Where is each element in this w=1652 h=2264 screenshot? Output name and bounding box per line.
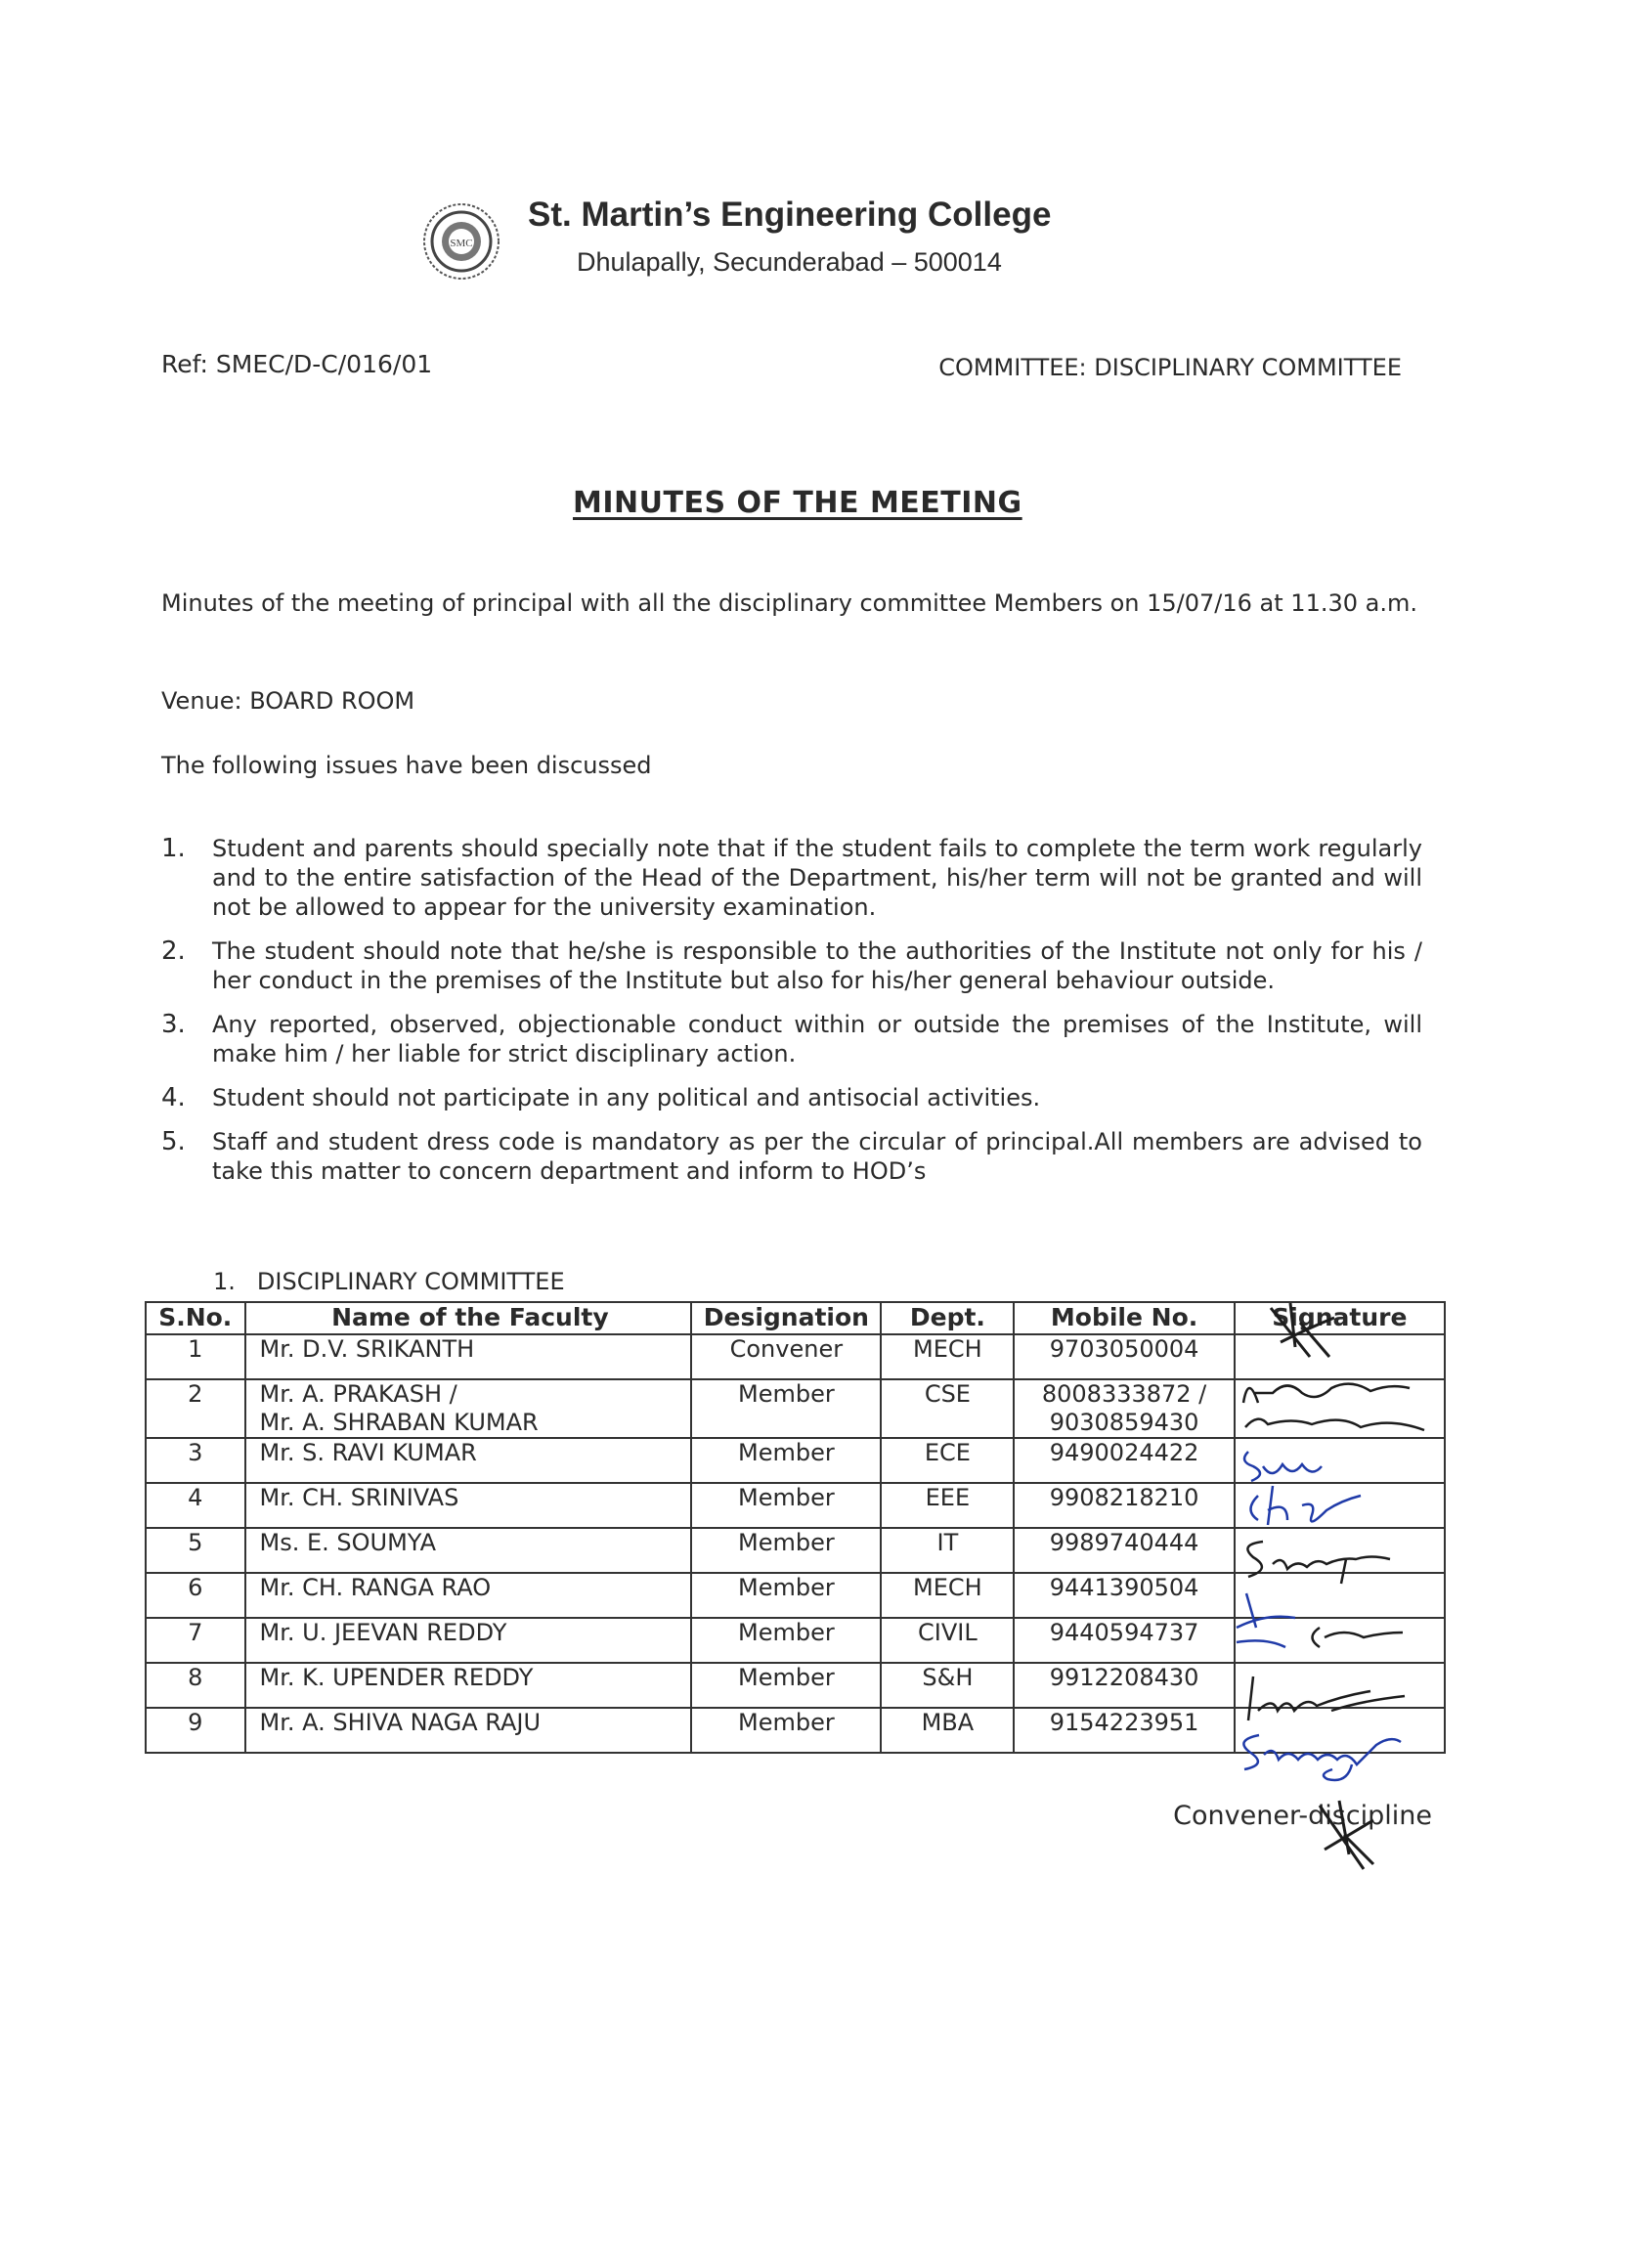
table-row: 3 Mr. S. RAVI KUMAR Member ECE 9490024422 [146,1438,1445,1483]
table-row: 9 Mr. A. SHIVA NAGA RAJU Member MBA 9154223951 [146,1708,1445,1753]
table-row: 1 Mr. D.V. SRIKANTH Convener MECH 9703050004 [146,1334,1445,1379]
signature-cell [1235,1528,1445,1573]
table-row: 6 Mr. CH. RANGA RAO Member MECH 9441390504 [146,1573,1445,1618]
svg-text:SMC: SMC [450,238,473,249]
list-item: 5. Staff and student dress code is mandatory as per the circular of principal.All members are advised to take this matter to concern department and inform to HOD’s [161,1127,1422,1185]
signature-cell [1235,1379,1445,1438]
table-header-row [146,1302,1445,1334]
table-row: 4 Mr. CH. SRINIVAS Member EEE 9908218210 [146,1483,1445,1528]
column-header: Name of the Faculty [245,1302,692,1334]
table-row: 8 Mr. K. UPENDER REDDY Member S&H 9912208430 [146,1663,1445,1708]
table-row: 5 Ms. E. SOUMYA Member IT 9989740444 [146,1528,1445,1573]
column-header: Mobile No. [1014,1302,1234,1334]
convener-label: Convener-discipline [1173,1801,1432,1831]
list-item: 4. Student should not participate in any political and antisocial activities. [161,1083,1041,1112]
signature-cell [1235,1438,1445,1483]
issues-heading: The following issues have been discussed [161,752,652,779]
reference-number: Ref: SMEC/D-C/016/01 [161,350,433,378]
meeting-intro: Minutes of the meeting of principal with all the disciplinary committee Members on 15/07/16 at 11.30 a.m. [161,589,1417,617]
college-name: St. Martin’s Engineering College [528,196,1052,234]
list-item: 2. The student should note that he/she is responsible to the authorities of the Institute not only for his / her conduct in the premises of the Institute but also for his/her general behaviour outside. [161,936,1422,994]
committee-name: COMMITTEE: DISCIPLINARY COMMITTEE [938,354,1402,381]
signature-cell [1235,1708,1445,1753]
signature-cell [1235,1663,1445,1708]
signature-cell [1235,1618,1445,1663]
column-header: S.No. [146,1302,245,1334]
college-logo [420,200,502,283]
column-header: Signature [1235,1302,1445,1334]
meeting-venue: Venue: BOARD ROOM [161,687,415,715]
table-label: 1. DISCIPLINARY COMMITTEE [213,1268,565,1295]
signature-cell [1235,1334,1445,1379]
issues-list [161,834,1422,1200]
faculty-table [145,1301,1446,1754]
column-header: Dept. [881,1302,1014,1334]
list-item: 1. Student and parents should specially note that if the student fails to complete the term work regularly and to the entire satisfaction of the Head of the Department, his/her term will not be granted and will not be allowed to appear for the university examination. [161,834,1422,921]
signature-cell [1235,1483,1445,1528]
table-row: 2 Mr. A. PRAKASH / Mr. A. SHRABAN KUMAR Member CSE 8008333872 / 9030859430 [146,1379,1445,1438]
table-row: 7 Mr. U. JEEVAN REDDY Member CIVIL 9440594737 [146,1618,1445,1663]
college-address: Dhulapally, Secunderabad – 500014 [577,247,1002,277]
signature-cell [1235,1573,1445,1618]
list-item: 3. Any reported, observed, objectionable conduct within or outside the premises of the Institute, will make him / her liable for strict disciplinary action. [161,1010,1422,1067]
column-header: Designation [691,1302,881,1334]
document-title: MINUTES OF THE MEETING [573,486,1022,520]
